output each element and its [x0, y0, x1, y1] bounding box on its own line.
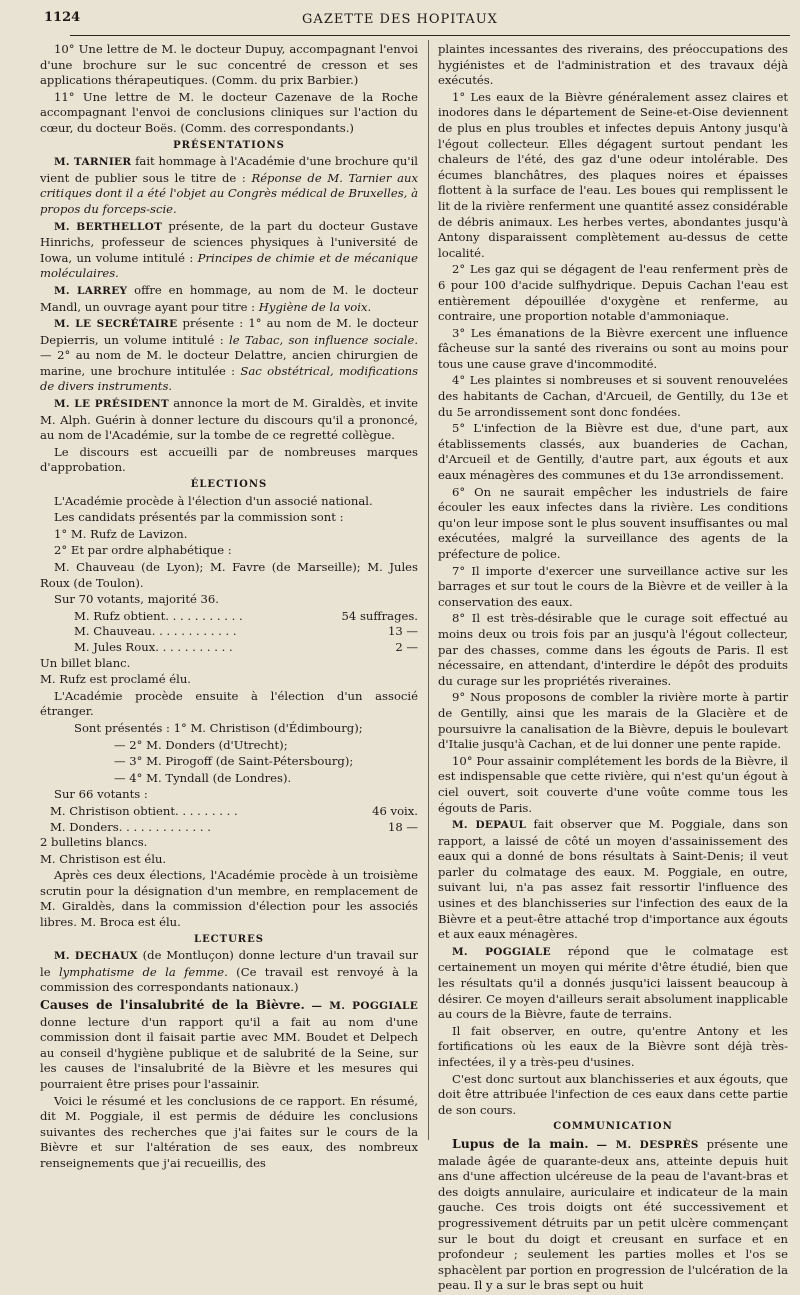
paragraph: [438, 817, 788, 943]
paragraph: 4° Les plaintes si nombreuses et si souvent renouvelées des habitants de Cachan, d'Arcueil, de Gentilly, du 13e et du 5e arrondissement sont donc fondées.: [438, 373, 788, 419]
text: présente, de la part du docteur Gustave Hinrichs, professeur de sciences physiques à l'université de Iowa, un volume intitulé :: [40, 218, 418, 265]
section-title-elections: ÉLECTIONS: [190, 479, 268, 491]
speaker-name: M. LARREY: [54, 284, 128, 297]
text: — 2° au nom de M. le docteur Delattre, ancien chirurgien de marine, une brochure intitulée :: [40, 348, 418, 378]
paragraph: L'Académie procède ensuite à l'élection d'un associé étranger.: [40, 688, 418, 719]
paragraph: Il fait observer, en outre, qu'entre Antony et les fortifications où les eaux de la Bièvre sont déjà très-infectées, il y a très-peu d'usines.: [438, 1023, 788, 1069]
paragraph: 2° Et par ordre alphabétique :: [54, 543, 232, 558]
text: offre en hommage, au nom de M. le docteur Mandl, un ouvrage ayant pour titre :: [40, 282, 418, 314]
paragraph: Un billet blanc.: [40, 655, 131, 670]
paragraph: 11° Une lettre de M. le docteur Cazenave de la Roche accompagnant l'envoi de conclusions cliniques sur l'action du cœur, du docteur Boës. (Comm. des correspondants.): [40, 89, 418, 135]
paragraph: 5° L'infection de la Bièvre est due, d'une part, aux établissements classés, aux buanderies de Cachan, d'Arcueil et de Gentilly, d'autre part, aux égouts et aux eaux ménagères des communes et du 13e arrondissement.: [438, 421, 788, 483]
text: fait observer que M. Poggiale, dans son rapport, a laissé de côté un moyen d'assainissement des eaux qui a donné de bons résultats à Saint-Denis; il veut parler du colmatage des eaux. M. Poggiale, en outre, suivant lui, n'a pas assez fait ressortir l'influence des usines et des blanchisseries sur l'infection des eaux de la Bièvre et a peut-être attaché trop d'importance aux égouts et aux eaux ménagères.: [438, 817, 788, 942]
vote-label: M. Christison obtient. . . . . . . . .: [50, 803, 238, 818]
vote-row: [40, 804, 418, 820]
vote-label: M. Donders. . . . . . . . . . . . .: [50, 819, 211, 834]
article-heading: Causes de l'insalubrité de la Bièvre.: [40, 997, 305, 1013]
paragraph: [438, 944, 788, 1023]
text: présente une malade âgée de quarante-deux ans, atteinte depuis huit ans d'une affection ulcéreuse de la peau de l'avant-bras et des doigts annulaire, auriculaire et indicateur de la main gauche. Ces trois doigts ont été successivement et progressivement détruits par un petit ulcère commençant sur le bout du doigt et creusant en surface et en profondeur ; seulement les parties molles et l'os se sphacèlent par portion en progression de l'ulcération de la peau. Il y a sur le bras sept ou huit: [438, 1136, 789, 1293]
paragraph: M. Christison est élu.: [40, 851, 167, 866]
work-title: le Tabac, son influence sociale.: [229, 332, 418, 347]
paragraph: [40, 997, 418, 1093]
vote-value: 13 —: [387, 624, 418, 639]
vote-label: M. Rufz obtient. . . . . . . . . . .: [74, 608, 243, 623]
text: donne lecture d'un rapport qu'il a fait au nom d'une commission dont il faisait partie avec MM. Boudet et Delpech au conseil d'hygiène publique et de salubrité de la Seine, sur les causes de l'insalubrité de la Bièvre et les mesures qui pourraient être prises pour l'assainir.: [40, 1014, 418, 1091]
candidate-line: — 4° M. Tyndall (de Londres).: [114, 770, 292, 785]
speaker-name: M. TARNIER: [54, 156, 132, 169]
paragraph: M. Rufz est proclamé élu.: [40, 672, 191, 687]
text: répond que le colmatage est certainement un moyen qui mérite d'être étudié, bien que les résultats qu'il a donnés jusqu'ici laissent beaucoup à désirer. Ce moyen d'ailleurs serait absolument inapplicable au cours de la Bièvre, faute de terrains.: [438, 943, 788, 1022]
candidate-line: Sont présentés : 1° M. Christison (d'Édimbourg);: [74, 720, 363, 735]
vote-row: [40, 624, 418, 640]
paragraph: 8° Il est très-désirable que le curage soit effectué au moins deux ou trois fois par an jusqu'à l'égout collecteur, par des chasses, comme dans les égouts de Paris. Il est nécessaire, en attendant, d'interdire le dépôt des produits du curage sur les propriétés riveraines.: [438, 611, 788, 688]
candidate-line: — 2° M. Donders (d'Utrecht);: [114, 737, 288, 752]
paragraph: M. Chauveau (de Lyon); M. Favre (de Marseille); M. Jules Roux (de Toulon).: [40, 560, 418, 590]
running-title: GAZETTE DES HOPITAUX: [302, 12, 498, 27]
section-title-lectures: LECTURES: [194, 933, 264, 945]
work-title: lymphatisme de la femme.: [58, 964, 228, 979]
text: (de Montluçon) donne lecture d'un travail sur le: [40, 948, 418, 979]
header-rule: [70, 35, 790, 36]
work-title: Hygiène de la voix.: [258, 299, 372, 314]
paragraph: C'est donc surtout aux blanchisseries et aux égouts, que doit être attribuée l'infection de ces eaux dans cette partie de son cours.: [438, 1071, 788, 1117]
paragraph: 2° Les gaz qui se dégagent de l'eau renferment près de 6 pour 100 d'acide sulfhydrique. Depuis Cachan l'eau est entièrement dépouillée d'oxygène et renferme, au contraire, une proportion notable d'ammoniaque.: [438, 262, 788, 324]
paragraph: 10° Pour assainir complétement les bords de la Bièvre, il est indispensable que cette rivière, qui n'est qu'un égout à ciel ouvert, soit couverte d'une voûte comme tous les égouts de Paris.: [438, 753, 788, 815]
vote-label: M. Chauveau. . . . . . . . . . . .: [74, 624, 237, 639]
paragraph: 3° Les émanations de la Bièvre exercent une influence fâcheuse sur la santé des riverains ou sont au moins pour tous une cause grave d'incommodité.: [438, 325, 788, 371]
paragraph: L'Académie procède à l'élection d'un associé national.: [54, 493, 373, 508]
paragraph: 1° Les eaux de la Bièvre généralement assez claires et inodores dans le département de Seine-et-Oise deviennent de plus en plus troubles et infectes depuis Antony jusqu'à l'égout collecteur. Elles dégagent surtout pendant les chaleurs de l'été, des gaz d'une odeur intolérable. Des écumes blanchâtres, des plaques noires et épaisses flottent à la surface de l'eau. Les boues qui remplissent le lit de la rivière renferment une quantité assez considérable de débris animaux. Les herbes vertes, abondantes jusqu'à Antony disparaissent complètement au-dessus de cette localité.: [438, 89, 788, 260]
speaker-name: M. LE PRÉSIDENT: [54, 398, 170, 411]
text: annonce la mort de M. Giraldès, et invite M. Alph. Guérin à donner lecture du discours qu'il a prononcé, au nom de l'Académie, sur la tombe de ce regretté collègue.: [40, 396, 418, 443]
right-column: [438, 42, 788, 1295]
paragraph: 1° M. Rufz de Lavizon.: [54, 526, 188, 541]
paragraph: [40, 396, 418, 444]
vote-value: 2 —: [395, 639, 418, 654]
speaker-name: M. LE SECRÉTAIRE: [54, 318, 178, 331]
speaker-name: M. BERTHELLOT: [54, 220, 163, 233]
paragraph: [40, 316, 418, 395]
paragraph: 9° Nous proposons de combler la rivière morte à partir de Gentilly, ainsi que les marais de la Glacière et de poursuivre la canalisation de la Bièvre, depuis le boulevart d'Italie jusqu'à Cachan, et de lui donner une pente rapide.: [438, 690, 788, 752]
paragraph: [40, 219, 418, 282]
vote-value: 46 voix.: [372, 803, 418, 818]
work-title: Principes de chimie et de mécanique moléculaires.: [40, 250, 418, 281]
candidate-line: — 3° M. Pirogoff (de Saint-Pétersbourg);: [114, 754, 354, 769]
paragraph: Le discours est accueilli par de nombreuses marques d'approbation.: [40, 444, 418, 475]
paragraph: 7° Il importe d'exercer une surveillance active sur les barrages et sur tout le cours de la Bièvre et de veiller à la conservation des eaux.: [438, 563, 788, 609]
text: (Ce travail est renvoyé à la commission des correspondants nationaux.): [40, 964, 418, 995]
page-header: [0, 0, 800, 30]
speaker-name: M. DECHAUX: [54, 950, 138, 963]
paragraph: Après ces deux élections, l'Académie procède à un troisième scrutin pour la désignation d'un membre, en remplacement de M. Giraldès, dans la commission d'élection pour les associés libres. M. Broca est élu.: [40, 868, 418, 930]
section-title-communication: COMMUNICATION: [553, 1121, 673, 1133]
paragraph: 10° Une lettre de M. le docteur Dupuy, accompagnant l'envoi d'une brochure sur le suc concentré de cresson et ses applications thérapeutiques. (Comm. du prix Barbier.): [40, 42, 418, 88]
vote-label: M. Jules Roux. . . . . . . . . . .: [74, 639, 233, 654]
speaker-name: — M. POGGIALE: [311, 1000, 419, 1013]
paragraph: Sur 70 votants, majorité 36.: [54, 592, 219, 607]
page-number: 1124: [44, 10, 81, 25]
vote-value: 54 suffrages.: [341, 608, 418, 623]
paragraph: 2 bulletins blancs.: [40, 835, 148, 850]
paragraph: [40, 283, 418, 315]
vote-row: [40, 640, 418, 656]
vote-row: [40, 609, 418, 625]
paragraph: [40, 948, 418, 996]
vote-row: [40, 820, 418, 836]
paragraph: Voici le résumé et les conclusions de ce rapport. En résumé, dit M. Poggiale, il est permis de déduire les conclusions suivantes des recherches que j'ai faites sur le cours de la Bièvre et sur l'altération de ses eaux, des nombreux renseignements que j'ai recueillis, des: [40, 1093, 418, 1170]
left-column: [40, 42, 418, 1173]
section-title-presentations: PRÉSENTATIONS: [173, 139, 285, 151]
column-divider: [428, 40, 429, 1140]
paragraph: 6° On ne saurait empêcher les industriels de faire écouler les eaux infectes dans la rivière. Les conditions qu'on leur impose sont le plus souvent insuffisantes ou mal exécutées, malgré la surveillance des agents de la préfecture de police.: [438, 484, 788, 561]
speaker-name: — M. DESPRÈS: [596, 1138, 699, 1151]
paragraph: [438, 1136, 788, 1294]
paragraph: Les candidats présentés par la commission sont :: [54, 510, 344, 525]
work-title: Réponse de M. Tarnier aux critiques dont il a été l'objet au Congrès médical de Bruxelles, à propos du forceps-scie.: [40, 170, 418, 216]
paragraph: [40, 154, 418, 217]
vote-value: 18 —: [387, 819, 418, 834]
text: présente : 1° au nom de M. le docteur Depierris, un volume intitulé :: [40, 316, 418, 347]
article-heading: Lupus de la main.: [452, 1135, 589, 1151]
paragraph: plaintes incessantes des riverains, des préoccupations des hygiénistes et de l'administration et des travaux déjà exécutés.: [438, 42, 788, 88]
speaker-name: M. DEPAUL: [452, 819, 527, 832]
paragraph: Sur 66 votants :: [54, 787, 148, 802]
speaker-name: M. POGGIALE: [452, 945, 551, 958]
work-title: Sac obstétrical, modifications de divers instruments.: [40, 363, 419, 394]
text: fait hommage à l'Académie d'une brochure qu'il vient de publier sous le titre de :: [40, 154, 418, 185]
